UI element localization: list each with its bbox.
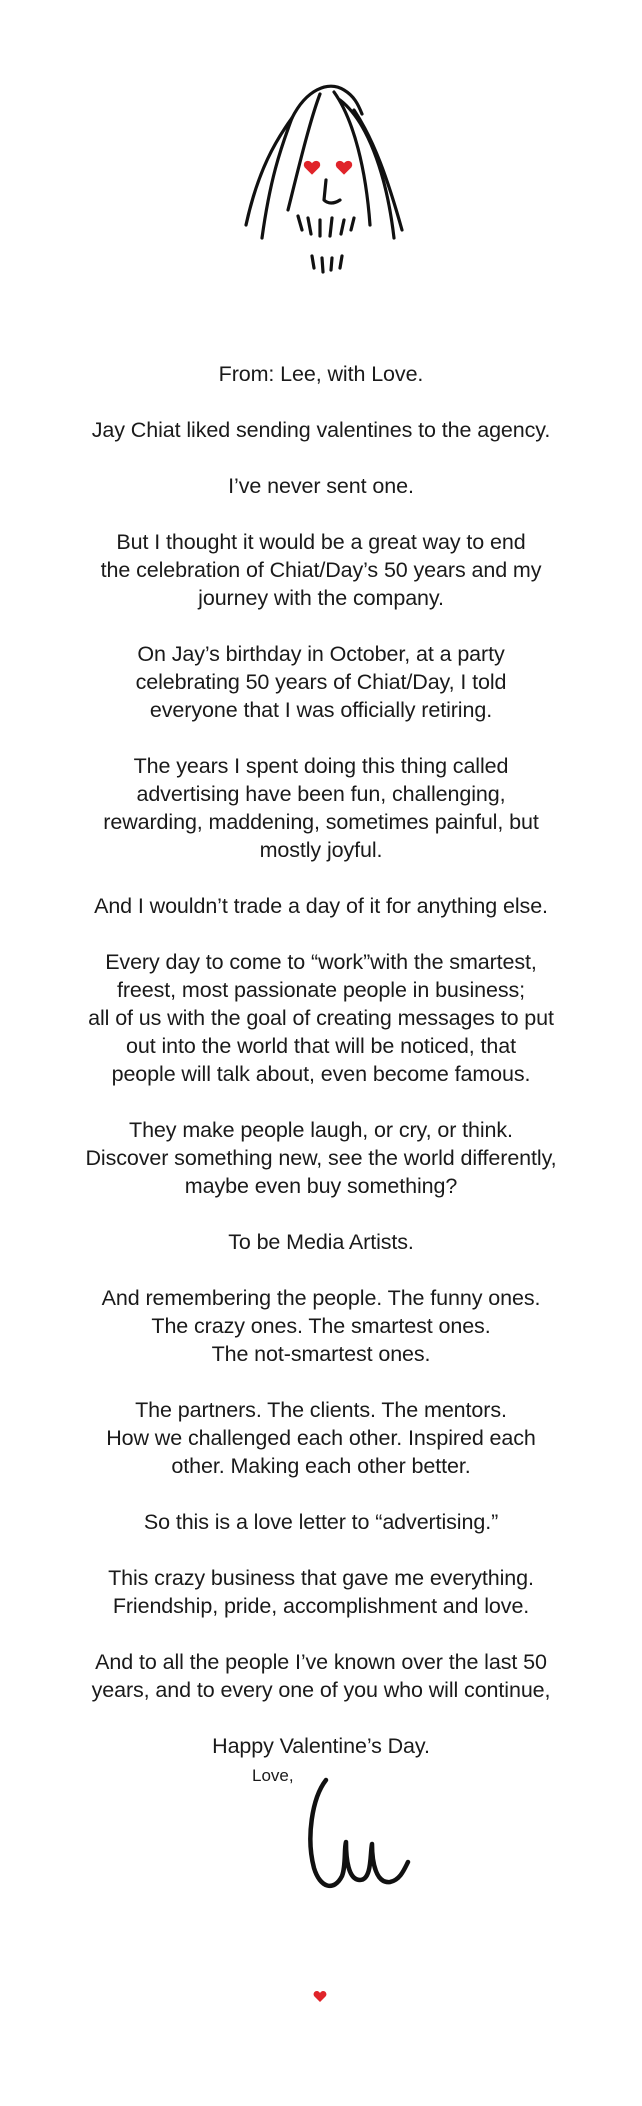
letter-paragraph — [55, 640, 587, 724]
letter-line: They make people laugh, or cry, or think. — [129, 1118, 513, 1142]
portrait-drawing-icon — [236, 60, 416, 315]
letter-paragraph — [55, 416, 587, 444]
letter-line: So this is a love letter to “advertising.” — [143, 1510, 499, 1534]
letter-line: The crazy ones. The smartest ones. — [151, 1314, 491, 1338]
letter-line: The not-smartest ones. — [211, 1342, 431, 1366]
letter-paragraph — [55, 1284, 587, 1368]
closing-word: Love, — [252, 1766, 294, 1785]
letter-line: freest, most passionate people in business; — [116, 978, 526, 1002]
letter-line: Discover something new, see the world differently, — [85, 1146, 557, 1170]
signature-icon — [300, 1758, 420, 1908]
letter-line: rewarding, maddening, sometimes painful, but — [103, 810, 539, 834]
letter-line: advertising have been fun, challenging, — [136, 782, 506, 806]
letter-line: From: Lee, with Love. — [218, 362, 424, 386]
letter-line: On Jay’s birthday in October, at a party — [137, 642, 505, 666]
letter-line: This crazy business that gave me everything. — [108, 1566, 534, 1590]
letter-paragraph — [55, 472, 587, 500]
letter-paragraph — [55, 752, 587, 864]
letter-line: maybe even buy something? — [184, 1174, 458, 1198]
letter-line: The years I spent doing this thing called — [133, 754, 509, 778]
letter-line: other. Making each other better. — [171, 1454, 471, 1478]
letter-line: Happy Valentine’s Day. — [212, 1734, 430, 1758]
letter-line: the celebration of Chiat/Day’s 50 years and my — [100, 558, 542, 582]
letter-paragraph — [55, 948, 587, 1088]
letter-line: Every day to come to “work”with the smartest, — [105, 950, 537, 974]
letter-paragraph — [55, 528, 587, 612]
closing — [0, 1758, 642, 1938]
letter-line: I’ve never sent one. — [228, 474, 414, 498]
heart-icon — [313, 1990, 327, 2003]
letter-line: And to all the people I’ve known over the last 50 — [95, 1650, 547, 1674]
letter-line: But I thought it would be a great way to end — [116, 530, 526, 554]
letter-paragraph — [55, 1116, 587, 1200]
letter-line: people will talk about, even become famous. — [111, 1062, 531, 1086]
letter-paragraph — [55, 892, 587, 920]
letter-line: journey with the company. — [198, 586, 444, 610]
letter-paragraph — [55, 360, 587, 388]
letter-line: To be Media Artists. — [228, 1230, 414, 1254]
letter-paragraph — [55, 1508, 587, 1536]
letter-paragraph — [55, 1648, 587, 1704]
letter-paragraph — [55, 1732, 587, 1760]
letter-line: Friendship, pride, accomplishment and love. — [112, 1594, 530, 1618]
letter-line: mostly joyful. — [259, 838, 383, 862]
letter-line: And remembering the people. The funny ones. — [101, 1286, 541, 1310]
letter-line: all of us with the goal of creating messages to put — [88, 1006, 554, 1030]
letter-line: And I wouldn’t trade a day of it for anything else. — [94, 894, 548, 918]
letter-paragraph — [55, 1396, 587, 1480]
letter-body — [55, 360, 587, 1788]
letter-line: everyone that I was officially retiring. — [149, 698, 493, 722]
letter-line: How we challenged each other. Inspired each — [106, 1426, 536, 1450]
letter-line: out into the world that will be noticed, that — [126, 1034, 516, 1058]
letter-line: Jay Chiat liked sending valentines to the agency. — [91, 418, 551, 442]
letter-paragraph — [55, 1228, 587, 1256]
letter-line: years, and to every one of you who will continue, — [91, 1678, 551, 1702]
letter-paragraph — [55, 1564, 587, 1620]
letter-line: The partners. The clients. The mentors. — [135, 1398, 507, 1422]
letter-line: celebrating 50 years of Chiat/Day, I told — [135, 670, 507, 694]
